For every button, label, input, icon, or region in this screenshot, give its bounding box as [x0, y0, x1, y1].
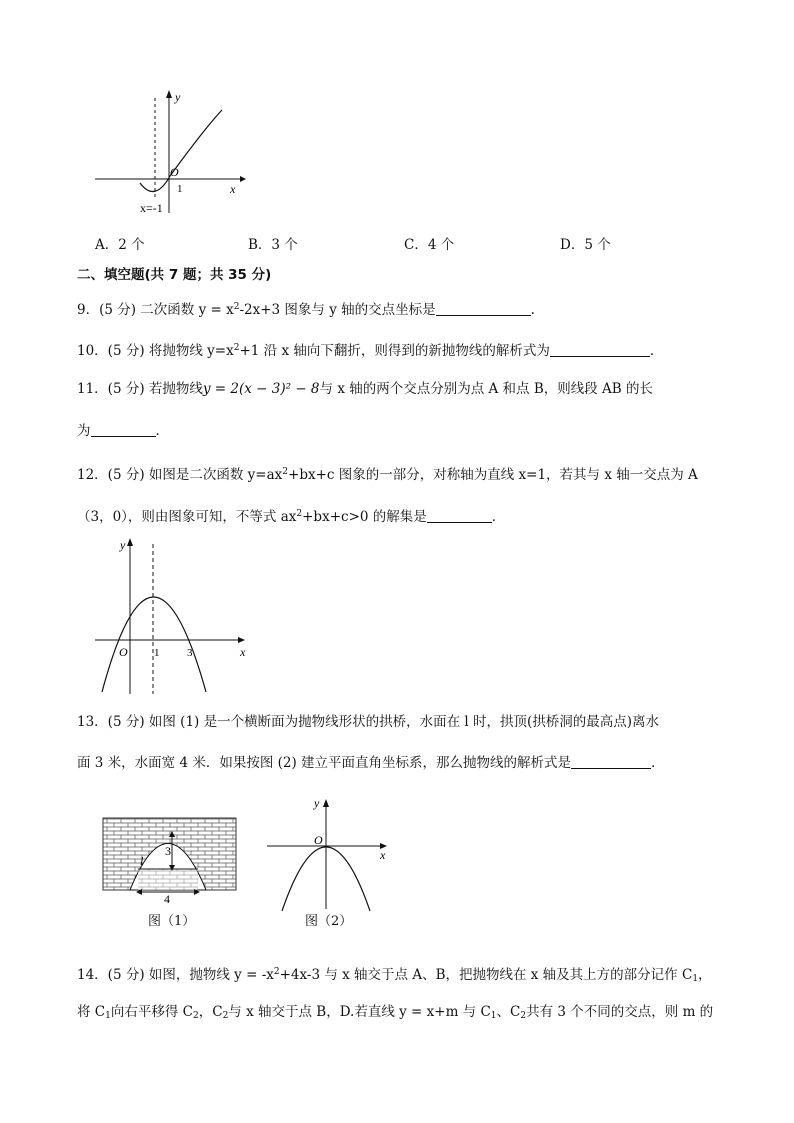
label-width: 4	[164, 892, 170, 905]
option-a: A．2 个	[95, 237, 145, 253]
water-area	[138, 869, 198, 890]
label-y: y	[314, 796, 320, 810]
answer-blank-13[interactable]	[571, 754, 651, 769]
question-12-line2: （3，0），则由图象可知，不等式 $ax^2+bx+c>0$ 的解集是 ．	[77, 509, 506, 525]
caption-figure-1: 图（1）	[148, 914, 196, 929]
caption-figure-2: 图（2）	[305, 914, 353, 929]
question-10: 10．(5 分) 将抛物线 $y=x^2+1$ 沿 x 轴向下翻折，则得到的新抛物线的解析式为 ．	[77, 343, 664, 359]
answer-blank-10[interactable]	[550, 342, 650, 357]
question-13-line2: 面 3 米，水面宽 4 米．如果按图 (2) 建立平面直角坐标系，那么抛物线的解析式是 ．	[77, 755, 665, 771]
question-11: 11．(5 分) 若抛物线y = 2(x − 3)² − 8与 x 轴的两个交点分别为点 A 和点 B，则线段 AB 的长	[77, 381, 654, 397]
label-one: 1	[177, 183, 183, 195]
x-axis-arrow-icon	[240, 176, 246, 182]
parabola-curve	[102, 597, 206, 692]
question-14-line2: 将 $C_1$向右平移得 $C_2$，$C_2$与 x 轴交于点 B，D.若直线 y = x+m 与 $C_1$、$C_2$共有 3 个不同的交点，则 m 的	[77, 1004, 714, 1021]
option-d: D．5 个	[560, 237, 611, 253]
label-height: 3	[165, 844, 171, 858]
y-axis-arrow-icon	[127, 538, 133, 546]
question-9: 9．(5 分) 二次函数 $y = x^2-2x+3$ 图象与 y 轴的交点坐标是 .	[77, 302, 535, 318]
formula-q11: y = 2(x − 3)² − 8	[202, 381, 320, 397]
option-b: B．3 个	[248, 237, 298, 253]
label-origin: O	[314, 833, 323, 847]
answer-blank-9[interactable]	[436, 301, 531, 316]
option-c: C．4 个	[404, 237, 455, 253]
label-three: 3	[187, 647, 193, 659]
question-14: 14．(5 分) 如图，抛物线 $y = -x^2+4x-3$ 与 x 轴交于点 A、B，把抛物线在 x 轴及其上方的部分记作 $C_1$，	[77, 967, 712, 984]
question-12: 12．(5 分) 如图是二次函数 $y=ax^2+bx+c$ 图象的一部分，对称轴为直线 x=1，若其与 x 轴一交点为 A	[77, 467, 698, 483]
label-water-level: l	[140, 854, 144, 868]
label-origin: O	[119, 645, 128, 659]
figure-parabola-axis-1	[90, 534, 255, 696]
question-11-line2: 为 ．	[77, 423, 169, 439]
label-x: x	[380, 848, 386, 862]
section-title: 二、填空题(共 7 题；共 35 分)	[77, 267, 272, 283]
question-13: 13．(5 分) 如图 (1) 是一个横断面为抛物线形状的拱桥，水面在 l 时，拱顶(拱桥洞的最高点)离水	[77, 714, 660, 730]
label-y: y	[120, 538, 126, 552]
label-x: x	[230, 182, 236, 196]
answer-blank-12[interactable]	[427, 508, 492, 523]
figure-parabola-axis-minus1	[90, 88, 250, 218]
figure-parabola-origin	[262, 793, 397, 911]
figure-bridge-arch	[100, 815, 240, 905]
answer-blank-11[interactable]	[91, 422, 156, 437]
label-one: 1	[154, 647, 160, 659]
y-axis-arrow-icon	[166, 90, 172, 98]
y-axis-arrow-icon	[323, 799, 329, 807]
label-origin: O	[170, 165, 179, 179]
x-axis-arrow-icon	[238, 637, 245, 643]
label-y: y	[175, 90, 181, 104]
label-x: x	[240, 645, 246, 659]
label-axis-eq: x=-1	[140, 201, 163, 215]
